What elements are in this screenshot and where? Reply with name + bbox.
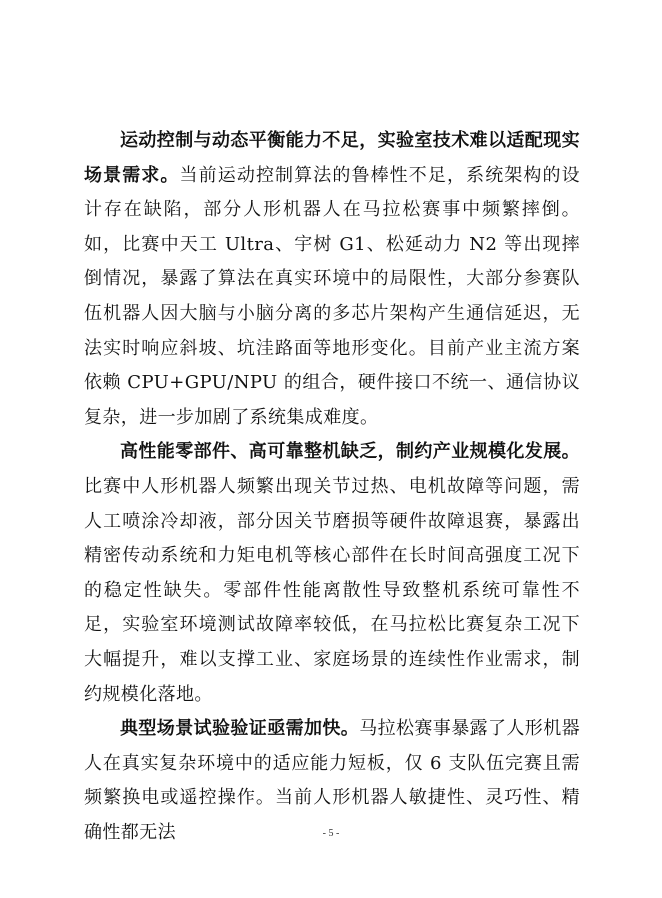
document-body	[84, 124, 580, 850]
paragraph-text: 马拉松赛事暴露了人形机器人在真实复杂环境中的适应能力短板，仅 6 支队伍完赛且需频繁换电或遥控操作。当前人形机器人敏捷性、灵巧性、精确性都无法	[84, 718, 581, 843]
paragraph-components-reliability	[84, 435, 580, 712]
paragraph-motion-control	[84, 124, 580, 435]
paragraph-lead-heading: 典型场景试验验证亟需加快。	[120, 718, 360, 740]
paragraph-lead-heading: 运动控制与动态平衡能力不足，实验室技术难以适配现实场景需求。	[84, 130, 580, 186]
page-number: - 5 -	[322, 828, 340, 839]
paragraph-lead-heading: 高性能零部件、高可靠整机缺乏，制约产业规模化发展。	[120, 441, 580, 463]
paragraph-text: 比赛中人形机器人频繁出现关节过热、电机故障等问题，需人工喷涂冷却液，部分因关节磨损等硬件故障退赛，暴露出精密传动系统和力矩电机等核心部件在长时间高强度工况下的稳定性缺失。零部件性能离散性导致整机系统可靠性不足，实验室环境测试故障率较低，在马拉松比赛复杂工况下大幅提升，难以支撑工业、家庭场景的连续性作业需求，制约规模化落地。	[84, 475, 580, 705]
paragraph-text: 当前运动控制算法的鲁棒性不足，系统架构的设计存在缺陷，部分人形机器人在马拉松赛事中频繁摔倒。如，比赛中天工 Ultra、宇树 G1、松延动力 N2 等出现摔倒情况，暴露了算法在真实环境中的局限性，大部分参赛队伍机器人因大脑与小脑分离的多芯片架构产生通信延迟，无法实时响应斜坡、坑洼路面等地形变化。目前产业主流方案依赖 CPU+GPU/NPU 的组合，硬件接口不统一、通信协议复杂，进一步加剧了系统集成难度。	[84, 164, 581, 428]
